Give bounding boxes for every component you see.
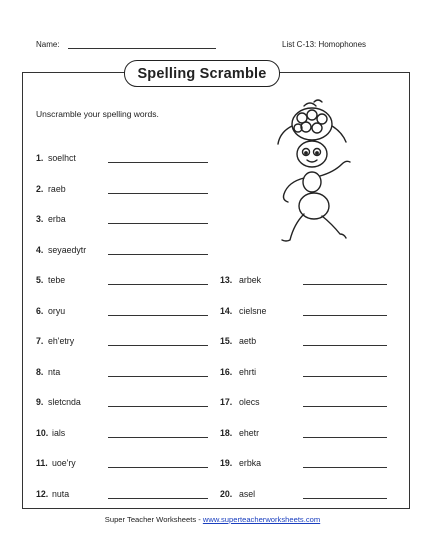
item-number: 7. — [36, 336, 44, 346]
scrambled-word: ials — [52, 427, 66, 438]
worksheet-title: Spelling Scramble — [124, 60, 280, 87]
scrambled-word: oryu — [48, 305, 66, 316]
answer-line[interactable] — [303, 315, 387, 316]
answer-line[interactable] — [108, 223, 208, 224]
list-item — [36, 458, 208, 470]
answer-line[interactable] — [303, 498, 387, 499]
list-item — [36, 275, 208, 287]
item-number: 8. — [36, 366, 44, 377]
name-field[interactable] — [68, 48, 216, 49]
answer-line[interactable] — [303, 284, 387, 285]
answer-line[interactable] — [108, 284, 208, 285]
item-number: 4. — [36, 244, 44, 255]
scrambled-word: soelhct — [48, 153, 76, 163]
answer-line[interactable] — [108, 193, 208, 194]
list-item — [220, 428, 387, 440]
scrambled-word: seyaedytr — [48, 244, 87, 255]
item-number: 13. — [220, 275, 233, 285]
item-number: 9. — [36, 397, 44, 407]
item-number: 18. — [220, 427, 233, 438]
item-number: 12. — [36, 488, 49, 499]
answer-line[interactable] — [108, 162, 208, 163]
answer-line[interactable] — [108, 315, 208, 316]
scrambled-word: nuta — [52, 488, 70, 499]
item-number: 15. — [220, 336, 233, 346]
answer-line[interactable] — [108, 406, 208, 407]
scrambled-word: raeb — [48, 183, 66, 194]
footer-text: Super Teacher Worksheets - — [104, 515, 203, 524]
answer-line[interactable] — [108, 467, 208, 468]
answer-line[interactable] — [108, 345, 208, 346]
list-item — [220, 306, 387, 318]
list-item — [220, 367, 387, 379]
scrambled-word: ehrti — [239, 366, 257, 377]
item-number: 10. — [36, 427, 49, 438]
list-item — [220, 336, 387, 348]
answer-line[interactable] — [303, 406, 387, 407]
scrambled-word: erbka — [239, 458, 262, 468]
list-item — [36, 245, 208, 257]
footer — [0, 515, 425, 524]
item-number: 3. — [36, 214, 44, 224]
answer-line[interactable] — [108, 254, 208, 255]
item-number: 16. — [220, 366, 233, 377]
item-number: 20. — [220, 488, 233, 499]
list-item — [220, 397, 387, 409]
scrambled-word: arbek — [239, 275, 262, 285]
list-item — [36, 336, 208, 348]
list-item — [36, 367, 208, 379]
list-item — [36, 428, 208, 440]
footer-link[interactable]: www.superteacherworksheets.com — [202, 515, 321, 524]
item-number: 14. — [220, 305, 233, 316]
list-item — [36, 153, 208, 165]
list-item — [36, 214, 208, 226]
item-number: 2. — [36, 183, 44, 194]
item-number: 19. — [220, 458, 233, 468]
scrambled-word: uoe'ry — [52, 458, 76, 468]
item-number: 6. — [36, 305, 44, 316]
ant-illustration-icon — [262, 96, 372, 246]
answer-line[interactable] — [303, 345, 387, 346]
answer-line[interactable] — [108, 376, 208, 377]
list-item — [36, 489, 208, 501]
scrambled-word: aetb — [239, 336, 257, 346]
item-number: 1. — [36, 153, 44, 163]
list-item — [220, 489, 387, 501]
list-item — [36, 184, 208, 196]
list-item — [220, 275, 387, 287]
scrambled-word: erba — [48, 214, 66, 224]
item-number: 5. — [36, 275, 44, 285]
list-item — [36, 306, 208, 318]
scrambled-word: eh'etry — [48, 336, 75, 346]
list-item — [36, 397, 208, 409]
scrambled-word: olecs — [239, 397, 260, 407]
answer-line[interactable] — [303, 376, 387, 377]
list-label: List C-13: Homophones — [282, 40, 367, 49]
scrambled-word: asel — [239, 488, 256, 499]
instructions: Unscramble your spelling words. — [36, 109, 159, 119]
list-item — [220, 458, 387, 470]
answer-line[interactable] — [108, 498, 208, 499]
item-number: 11. — [36, 458, 48, 468]
scrambled-word: nta — [48, 366, 61, 377]
scrambled-word: sletcnda — [48, 397, 81, 407]
answer-line[interactable] — [108, 437, 208, 438]
scrambled-word: tebe — [48, 275, 66, 285]
answer-line[interactable] — [303, 437, 387, 438]
scrambled-word: ehetr — [239, 427, 260, 438]
answer-line[interactable] — [303, 467, 387, 468]
item-number: 17. — [220, 397, 233, 407]
scrambled-word: cielsne — [239, 305, 267, 316]
name-label: Name: — [36, 40, 60, 49]
